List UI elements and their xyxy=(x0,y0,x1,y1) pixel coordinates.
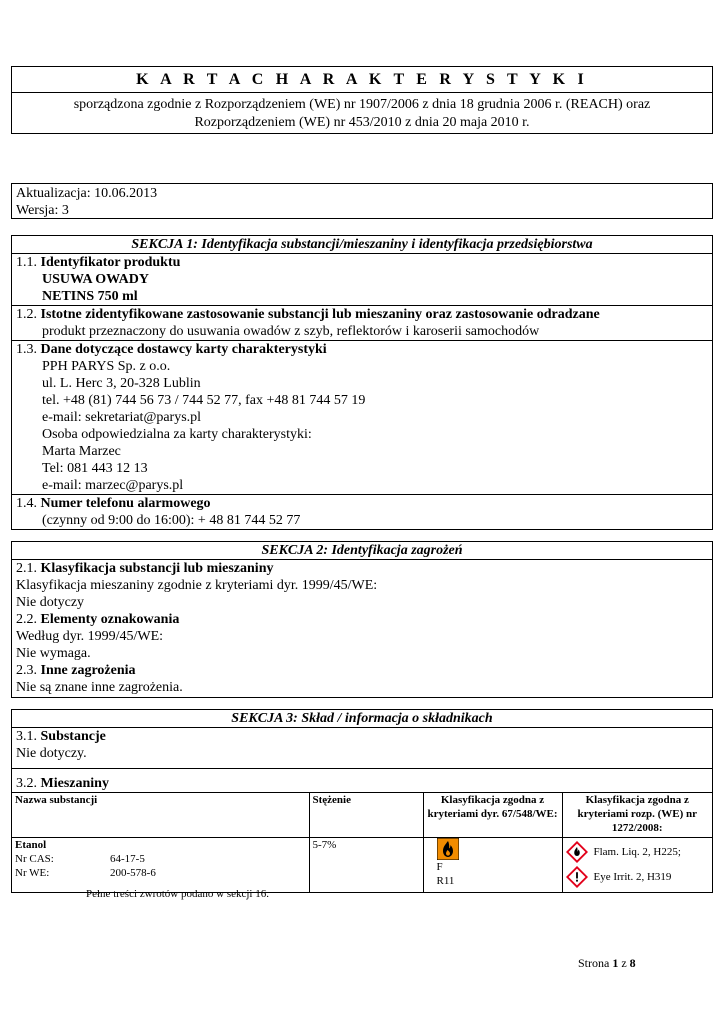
table-header-row xyxy=(12,793,712,838)
section-1-4 xyxy=(12,495,712,529)
section-1-2 xyxy=(12,306,712,341)
s22-text-1: Według dyr. 1999/45/WE: xyxy=(16,629,164,644)
s14-title: Numer telefonu alarmowego xyxy=(40,496,211,511)
footnote: Pełne treści zwrotów podano w sekcji 16. xyxy=(86,888,269,900)
section-1-1 xyxy=(12,254,712,306)
product-variant: NETINS 750 ml xyxy=(42,289,138,304)
s12-text: produkt przeznaczony do usuwania owadów z szyb, reflektorów i karoserii samochodów xyxy=(42,324,540,339)
section-2-body xyxy=(12,560,712,697)
document-title-box xyxy=(11,66,713,134)
class-67-548-cell xyxy=(423,838,562,892)
section-3-2 xyxy=(12,769,712,892)
page-total: 8 xyxy=(629,956,636,970)
r-phrase: R11 xyxy=(436,875,455,887)
section-1 xyxy=(11,235,713,530)
clp-hazard-1: Flam. Liq. 2, H225; xyxy=(593,845,681,858)
s12-number: 1.2. xyxy=(16,307,41,322)
flame-icon xyxy=(437,838,459,860)
s32-number: 3.2. xyxy=(16,776,41,791)
ghs-exclamation-icon xyxy=(566,866,588,888)
danger-symbol: F xyxy=(436,861,443,873)
section-1-3 xyxy=(12,341,712,495)
supplier-line: e-mail: sekretariat@parys.pl xyxy=(42,410,202,425)
col-header-class-67-548: Klasyfikacja zgodna z kryteriami dyr. 67/548/WE: xyxy=(423,793,562,838)
col-header-class-1272-2008: Klasyfikacja zgodna z kryteriami rozp. (WE) nr 1272/2008: xyxy=(562,793,712,838)
s14-number: 1.4. xyxy=(16,496,41,511)
s22-title: Elementy oznakowania xyxy=(40,612,180,627)
col-header-name: Nazwa substancji xyxy=(12,793,309,838)
supplier-line: e-mail: marzec@parys.pl xyxy=(42,478,184,493)
s11-number: 1.1. xyxy=(16,255,41,270)
page-number xyxy=(578,955,636,972)
section-1-heading: SEKCJA 1: Identyfikacja substancji/mieszaniny i identyfikacja przedsiębiorstwa xyxy=(12,236,712,254)
section-2 xyxy=(11,541,713,698)
page-prefix: Strona xyxy=(578,956,613,970)
product-name: USUWA OWADY xyxy=(42,272,149,287)
page-sep: z xyxy=(618,956,630,970)
we-label: Nr WE: xyxy=(15,867,50,879)
cas-label: Nr CAS: xyxy=(15,853,54,865)
s21-text-2: Nie dotyczy xyxy=(16,595,85,610)
class-1272-2008-cell xyxy=(562,838,712,892)
section-2-heading: SEKCJA 2: Identyfikacja zagrożeń xyxy=(12,542,712,560)
supplier-line: Tel: 081 443 12 13 xyxy=(42,461,148,476)
update-date: Aktualizacja: 10.06.2013 xyxy=(16,186,158,201)
s32-title: Mieszaniny xyxy=(40,776,109,791)
supplier-line: tel. +48 (81) 744 56 73 / 744 52 77, fax +48 81 744 57 19 xyxy=(42,393,366,408)
s31-number: 3.1. xyxy=(16,729,41,744)
substance-cell xyxy=(12,838,309,892)
subtitle-line-1: sporządzona zgodnie z Rozporządzeniem (WE) nr 1907/2006 z dnia 18 grudnia 2006 r. (REACH) oraz xyxy=(73,97,651,112)
subtitle-line-2: Rozporządzeniem (WE) nr 453/2010 z dnia 20 maja 2010 r. xyxy=(194,115,530,130)
revision-info-box xyxy=(11,183,713,219)
supplier-line: PPH PARYS Sp. z o.o. xyxy=(42,359,171,374)
substance-name: Etanol xyxy=(15,839,47,851)
composition-table xyxy=(12,792,712,892)
section-3-1 xyxy=(12,728,712,769)
s23-number: 2.3. xyxy=(16,663,41,678)
ghs-flame-icon xyxy=(566,841,588,863)
s23-text: Nie są znane inne zagrożenia. xyxy=(16,680,183,695)
version: Wersja: 3 xyxy=(16,203,69,218)
section-3-heading: SEKCJA 3: Skład / informacja o składnikach xyxy=(12,710,712,728)
supplier-line: Osoba odpowiedzialna za karty charakterystyki: xyxy=(42,427,312,442)
col-header-concentration: Stężenie xyxy=(309,793,423,838)
s23-title: Inne zagrożenia xyxy=(40,663,136,678)
s13-title: Dane dotyczące dostawcy karty charakterystyki xyxy=(40,342,327,357)
clp-hazard-2: Eye Irrit. 2, H319 xyxy=(593,871,672,883)
s12-title: Istotne zidentyfikowane zastosowanie substancji lub mieszaniny oraz zastosowanie odradzane xyxy=(40,307,600,322)
s11-title: Identyfikator produktu xyxy=(40,255,181,270)
page-current: 1 xyxy=(612,956,619,970)
emergency-phone: (czynny od 9:00 do 16:00): + 48 81 744 52 77 xyxy=(42,513,301,528)
we-value: 200-578-6 xyxy=(110,867,156,879)
document-title: K A R T A C H A R A K T E R Y S T Y K I xyxy=(12,67,712,93)
s21-number: 2.1. xyxy=(16,561,41,576)
supplier-line: ul. L. Herc 3, 20-328 Lublin xyxy=(42,376,201,391)
s21-title: Klasyfikacja substancji lub mieszaniny xyxy=(40,561,274,576)
section-3 xyxy=(11,709,713,893)
s22-number: 2.2. xyxy=(16,612,41,627)
document-subtitle xyxy=(12,93,712,132)
s22-text-2: Nie wymaga. xyxy=(16,646,91,661)
supplier-line: Marta Marzec xyxy=(42,444,121,459)
table-row xyxy=(12,838,712,892)
s31-text: Nie dotyczy. xyxy=(16,746,87,761)
concentration-cell: 5-7% xyxy=(309,838,423,892)
s31-title: Substancje xyxy=(40,729,106,744)
s21-text-1: Klasyfikacja mieszaniny zgodnie z kryteriami dyr. 1999/45/WE: xyxy=(16,578,378,593)
s13-number: 1.3. xyxy=(16,342,41,357)
cas-value: 64-17-5 xyxy=(110,853,145,865)
